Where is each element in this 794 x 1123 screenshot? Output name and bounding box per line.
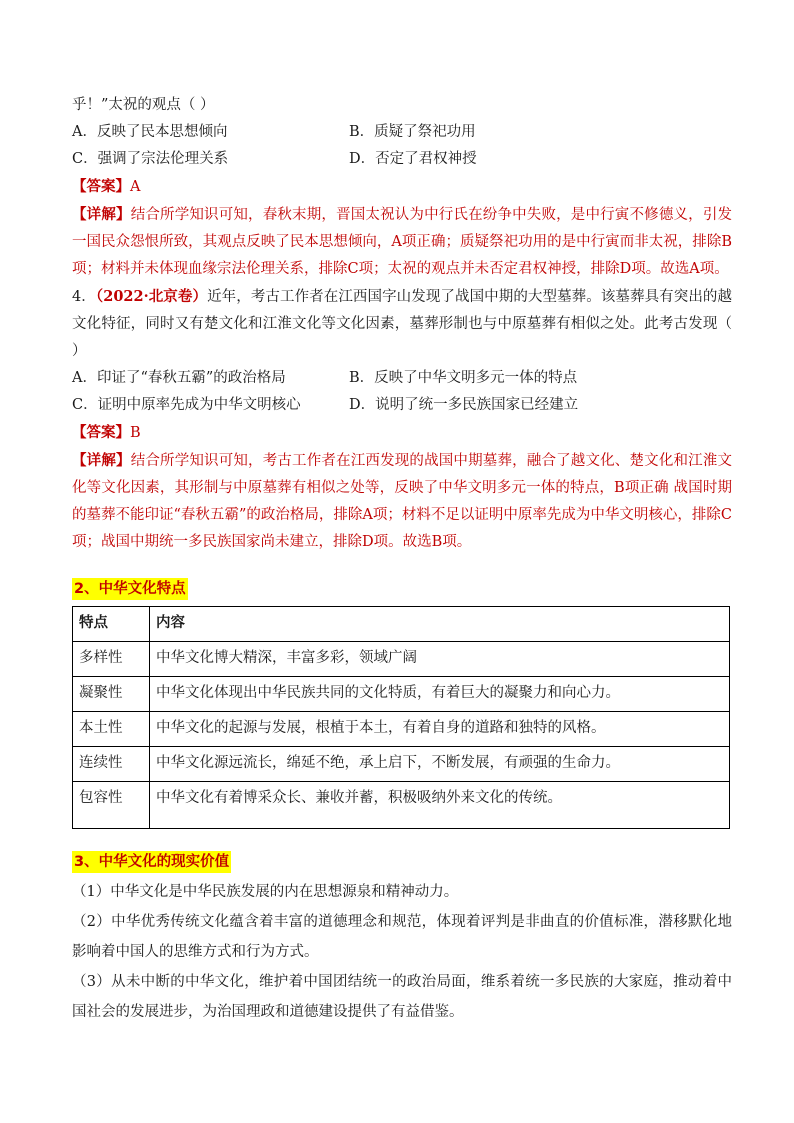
table-cell: 中华文化体现出中华民族共同的文化特质，有着巨大的凝聚力和向心力。 [150,677,730,712]
table-cell: 中华文化源远流长，绵延不绝，承上启下，不断发展，有顽强的生命力。 [150,747,730,782]
table-row [73,782,730,829]
question-text: 近年，考古工作者在江西国字山发现了战国中期的大型墓葬。该墓葬具有突出的越文化特征，同时又有楚文化和江淮文化等文化因素，墓葬形制也与中原墓葬有相似之处。此考古发现（ ） [72,289,733,359]
section-realistic-value [72,851,732,1027]
table-row [73,712,730,747]
explanation-text: 结合所学知识可知，考古工作者在江西发现的战国中期墓葬，融合了越文化、楚文化和江淮文化等文化因素，其形制与中原墓葬有相似之处等，反映了中华文明多元一体的特点，B项正确 战国时期的墓葬不能印证“春秋五霸”的政治格局，排除A项；材料不足以证明中原率先成为中华文明核心，排除C项；战国中期统一多民族国家尚未建立，排除D项。故选B项。 [72,453,733,550]
options-row [72,365,732,392]
explanation [72,201,732,283]
question-stem-tail: 乎！”太祝的观点（ ） [72,97,215,113]
features-table [72,606,730,829]
option-c: C．证明中原率先成为中华文明核心 [72,397,301,413]
question-number: 4． [72,289,96,305]
section-culture-features [72,578,732,829]
document-page [72,92,732,1027]
explanation-text: 结合所学知识可知，春秋末期，晋国太祝认为中行氏在纷争中失败，是中行寅不修德义，引发一国民众怨恨所致，其观点反映了民本思想倾向，A项正确；质疑祭祀功用的是中行寅而非太祝，排除B项；材料并未体现血缘宗法伦理关系，排除C项；太祝的观点并未否定君权神授，排除D项。故选A项。 [72,207,733,277]
table-header-cell: 内容 [150,607,730,642]
point-3: （3）从未中断的中华文化，维护着中国团结统一的政治局面，维系着统一多民族的大家庭，推动着中国社会的发展进步，为治国理政和道德建设提供了有益借鉴。 [72,974,732,1020]
options-row [72,392,732,419]
table-cell: 包容性 [73,782,150,829]
answer [72,173,732,201]
table-header-row [73,607,730,642]
explanation-tag: 【详解】 [72,452,131,469]
answer-value: A [130,179,141,195]
question-4 [72,283,732,556]
option-b: B．质疑了祭祀功用 [349,124,476,140]
question-3 [72,92,732,283]
table-cell: 中华文化博大精深，丰富多彩，领域广阔 [150,642,730,677]
question-stem [72,283,732,365]
options-row [72,146,732,173]
point-1: （1）中华文化是中华民族发展的内在思想源泉和精神动力。 [72,884,459,900]
explanation [72,447,732,556]
table-row [73,677,730,712]
table-row [73,747,730,782]
table-cell: 本土性 [73,712,150,747]
section-heading: 2、中华文化特点 [72,578,188,600]
option-a: A．印证了“春秋五霸”的政治格局 [72,370,286,386]
option-c: C．强调了宗法伦理关系 [72,151,229,167]
section-heading: 3、中华文化的现实价值 [72,851,231,873]
options-row [72,119,732,146]
answer-value: B [130,425,141,441]
option-d: D．否定了君权神授 [349,151,477,167]
table-cell: 中华文化的起源与发展，根植于本土，有着自身的道路和独特的风格。 [150,712,730,747]
option-d: D．说明了统一多民族国家已经建立 [349,397,579,413]
option-b: B．反映了中华文明多元一体的特点 [349,370,578,386]
question-source: （2022·北京卷） [95,288,208,305]
table-cell: 连续性 [73,747,150,782]
option-a: A．反映了民本思想倾向 [72,124,228,140]
table-cell: 中华文化有着博采众长、兼收并蓄，积极吸纳外来文化的传统。 [150,782,730,829]
table-cell: 多样性 [73,642,150,677]
answer-tag: 【答案】 [72,424,130,441]
answer [72,419,732,447]
answer-tag: 【答案】 [72,178,130,195]
table-cell: 凝聚性 [73,677,150,712]
point-2: （2）中华优秀传统文化蕴含着丰富的道德理念和规范，体现着评判是非曲直的价值标准，潜移默化地影响着中国人的思维方式和行为方式。 [72,914,732,960]
explanation-tag: 【详解】 [72,206,131,223]
table-header-cell: 特点 [73,607,150,642]
table-row [73,642,730,677]
